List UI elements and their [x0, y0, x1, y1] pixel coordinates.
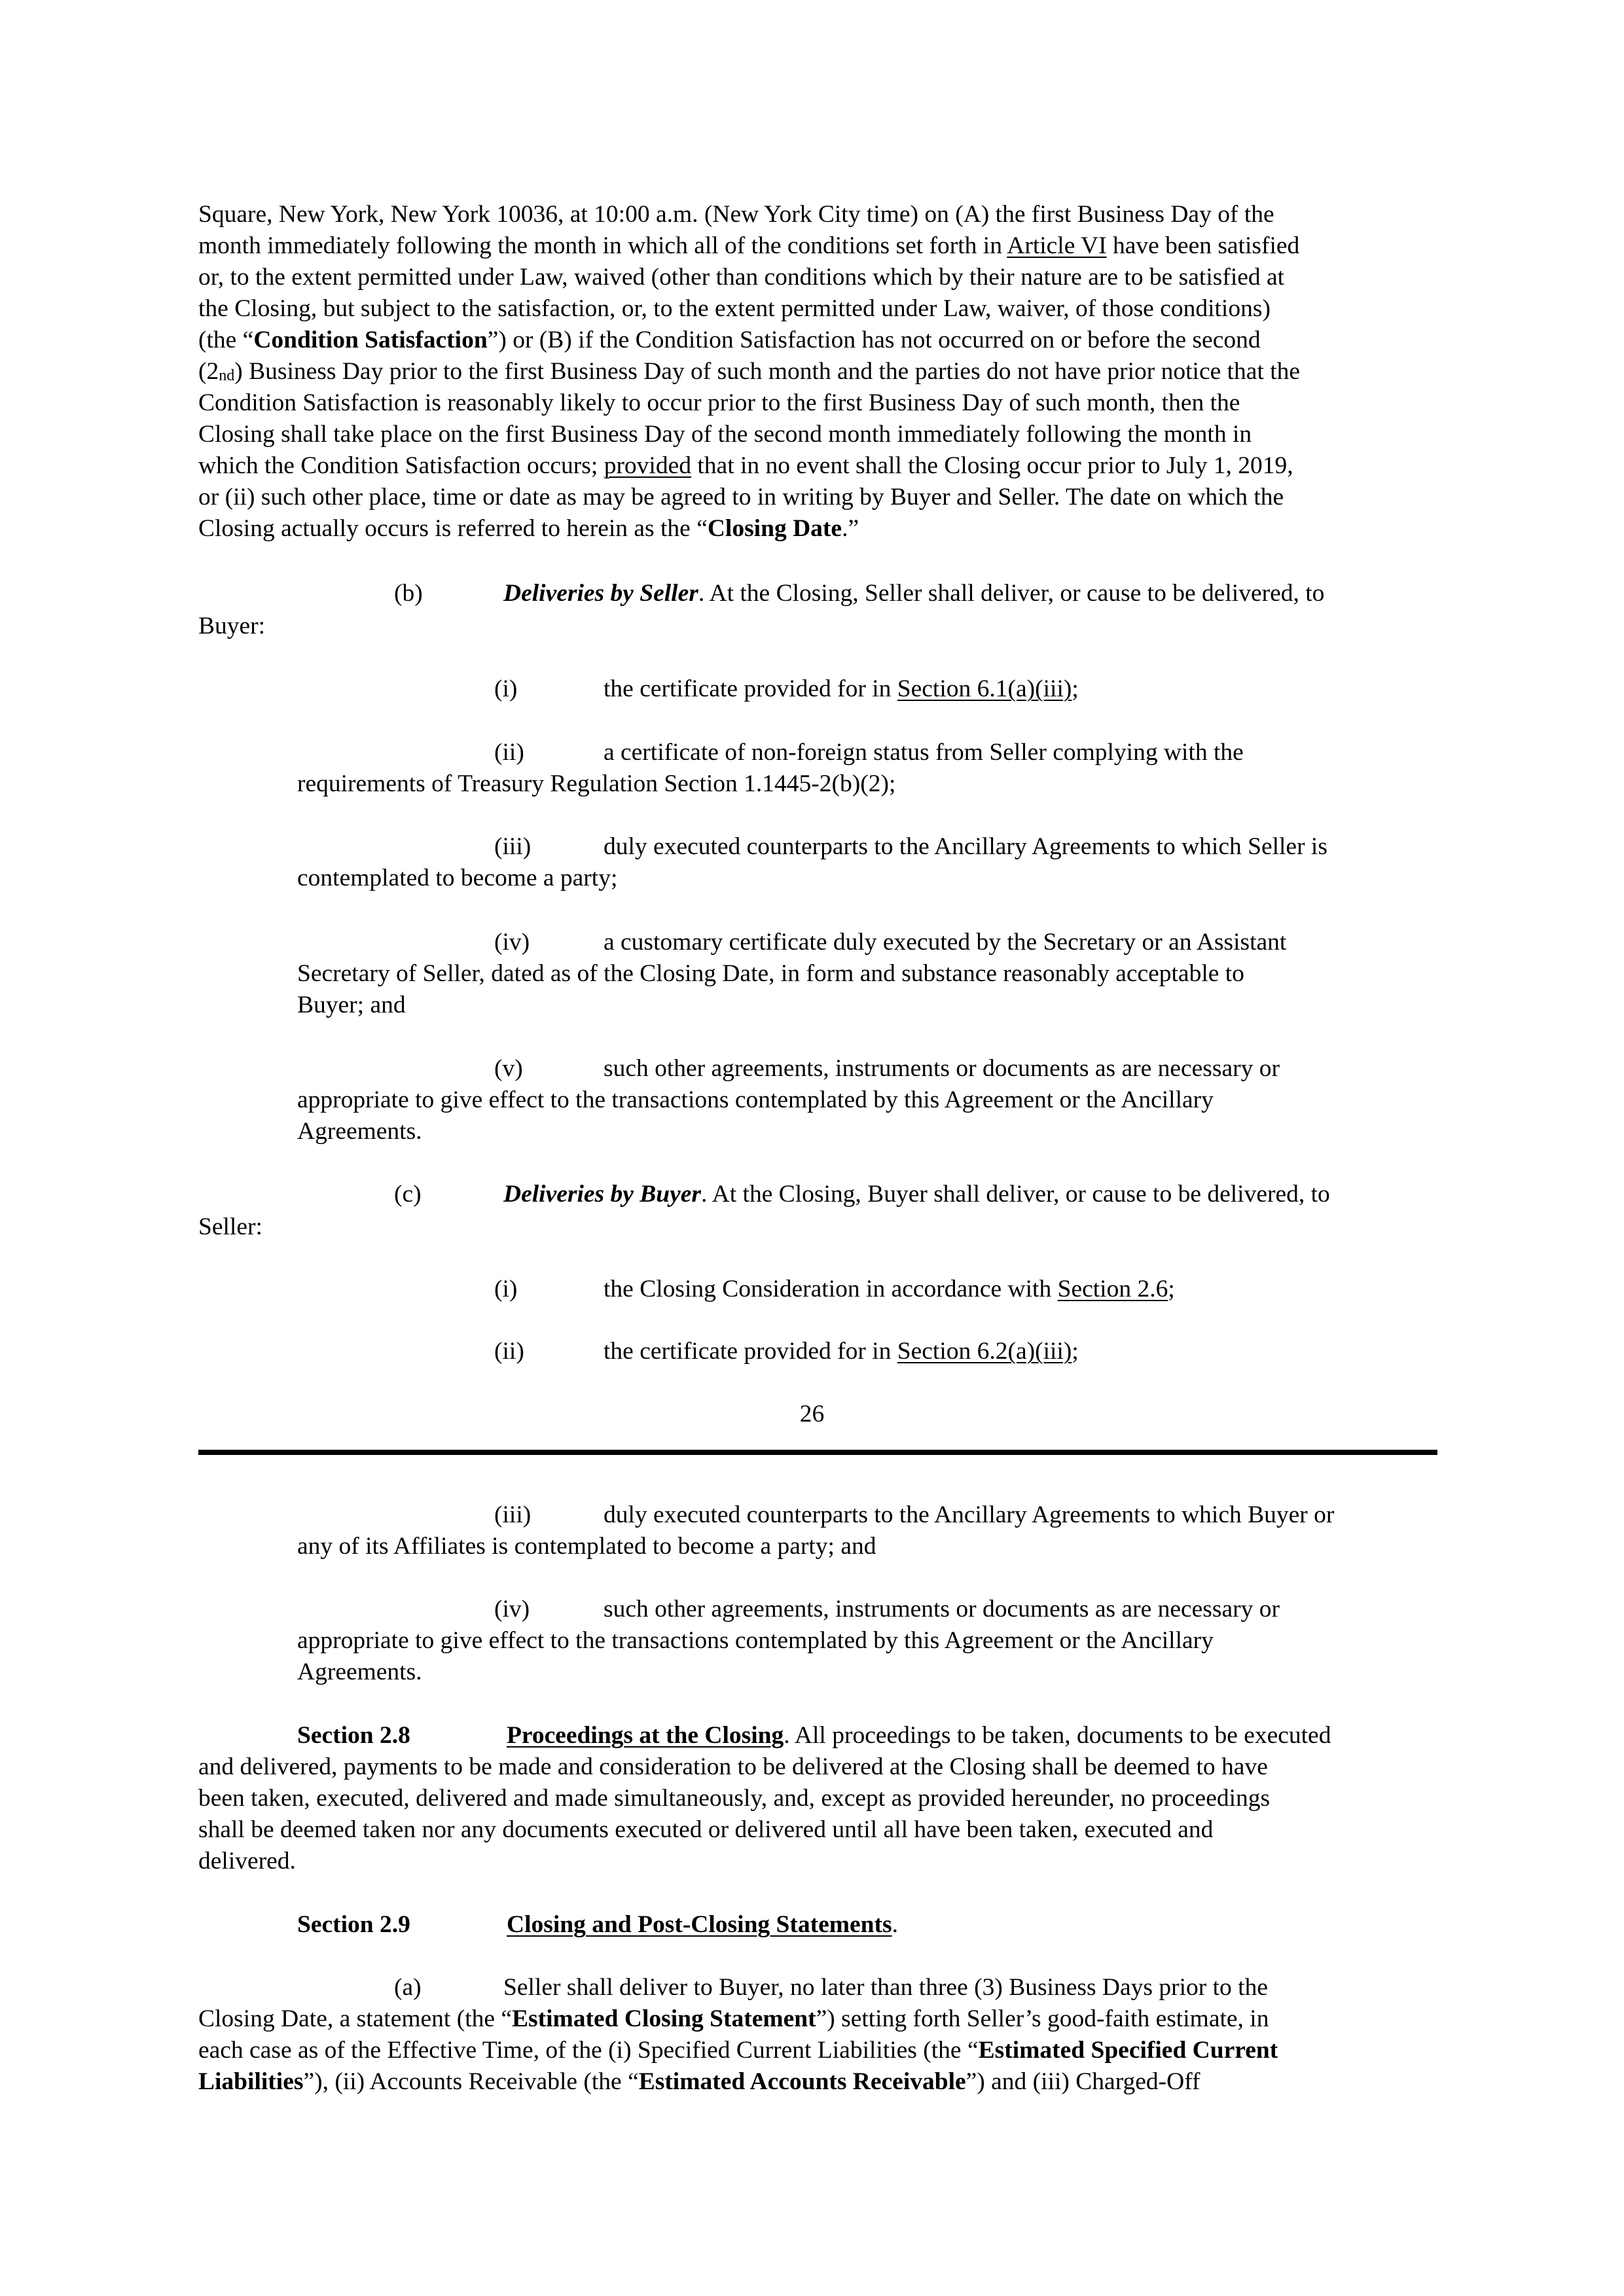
item-line: requirements of Treasury Regulation Section 1.1445-2(b)(2); — [297, 770, 896, 797]
item-number: (i) — [494, 1276, 518, 1302]
text-run: . At the Closing, Buyer shall deliver, or cause to be delivered, to — [701, 1181, 1330, 1208]
text-run: Closing actually occurs is referred to herein as the “ — [198, 515, 708, 542]
text-run: ; — [1168, 1276, 1175, 1302]
item-number: (iii) — [494, 833, 532, 860]
text-run: . — [892, 1911, 898, 1938]
section-reference: Section 2.6 — [1057, 1276, 1168, 1302]
item-number: (iv) — [494, 929, 530, 956]
defined-term: Liabilities — [198, 2068, 304, 2095]
item-line: a certificate of non-foreign status from Seller complying with the — [604, 739, 1244, 766]
text-run: ”), (ii) Accounts Receivable (the “ — [303, 2068, 639, 2095]
paragraph-line: Condition Satisfaction is reasonably likely to occur prior to the first Business Day of such month, then the — [198, 389, 1240, 416]
text-run: Closing Date, a statement (the “ — [198, 2005, 513, 2032]
item-number: (ii) — [494, 1338, 524, 1365]
paragraph-line — [198, 325, 1261, 356]
item-line: appropriate to give effect to the transactions contemplated by this Agreement or the Ancillary — [297, 1086, 1214, 1113]
text-run: .” — [842, 515, 859, 542]
item-line — [604, 673, 1079, 705]
subsection-heading: Deliveries by Seller — [503, 580, 698, 607]
paragraph-line — [198, 2066, 1200, 2098]
paragraph-line: been taken, executed, delivered and made simultaneously, and, except as provided hereunder, no proceedings — [198, 1785, 1271, 1812]
text-run: the Closing Consideration in accordance with — [604, 1276, 1058, 1302]
item-number: (v) — [494, 1055, 523, 1082]
subsection-heading-line — [503, 578, 1324, 609]
paragraph-line — [198, 2003, 1269, 2035]
text-run: the certificate provided for in — [604, 675, 897, 702]
item-line — [604, 1274, 1175, 1305]
section-heading: Closing and Post-Closing Statements — [507, 1911, 892, 1938]
defined-term: Estimated Closing Statement — [512, 2005, 816, 2032]
article-reference: Article VI — [1007, 232, 1107, 259]
section-heading-line — [507, 1720, 1331, 1751]
subsection-number: (b) — [394, 580, 423, 607]
text-run: . All proceedings to be taken, documents to be executed — [784, 1722, 1331, 1749]
defined-term: Estimated Accounts Receivable — [638, 2068, 966, 2095]
subsection-heading-line — [503, 1179, 1330, 1210]
text-run: that in no event shall the Closing occur prior to July 1, 2019, — [691, 452, 1293, 479]
paragraph-line — [198, 450, 1293, 482]
item-line: a customary certificate duly executed by the Secretary or an Assistant — [604, 929, 1287, 956]
item-number: (iv) — [494, 1596, 530, 1623]
paragraph-line — [198, 2035, 1278, 2066]
item-line: any of its Affiliates is contemplated to become a party; and — [297, 1533, 876, 1560]
text-run: . At the Closing, Seller shall deliver, or cause to be delivered, to — [698, 580, 1325, 607]
paragraph-line — [198, 513, 859, 545]
paragraph-line: delivered. — [198, 1848, 296, 1874]
item-line: appropriate to give effect to the transactions contemplated by this Agreement or the Ancillary — [297, 1627, 1214, 1654]
item-number: (iii) — [494, 1501, 532, 1528]
subsection-heading: Deliveries by Buyer — [503, 1181, 701, 1208]
paragraph-line: or (ii) such other place, time or date as may be agreed to in writing by Buyer and Seller. The date on which the — [198, 484, 1284, 511]
text-run: ”) and (iii) Charged-Off — [965, 2068, 1200, 2095]
paragraph-line: Square, New York, New York 10036, at 10:00 a.m. (New York City time) on (A) the first Business Day of the — [198, 201, 1274, 228]
item-line: such other agreements, instruments or documents as are necessary or — [604, 1055, 1280, 1082]
paragraph-line: Buyer: — [198, 613, 266, 639]
text-run: which the Condition Satisfaction occurs; — [198, 452, 604, 479]
item-line: Agreements. — [297, 1118, 422, 1145]
subsection-number: (a) — [394, 1974, 422, 2001]
paragraph-line: Seller shall deliver to Buyer, no later than three (3) Business Days prior to the — [503, 1974, 1268, 2001]
section-reference: Section 6.1(a)(iii) — [897, 675, 1072, 702]
section-label: Section 2.9 — [297, 1911, 410, 1938]
item-line: Secretary of Seller, dated as of the Closing Date, in form and substance reasonably acceptable to — [297, 960, 1244, 987]
item-line: Agreements. — [297, 1659, 422, 1685]
paragraph-line: shall be deemed taken nor any documents executed or delivered until all have been taken, executed and — [198, 1816, 1214, 1843]
paragraph-line — [198, 230, 1299, 262]
section-label: Section 2.8 — [297, 1722, 410, 1749]
provided-term: provided — [604, 452, 691, 479]
paragraph-line: Closing shall take place on the first Business Day of the second month immediately following the month in — [198, 421, 1252, 448]
text-run: ; — [1072, 1338, 1079, 1365]
text-run: ”) setting forth Seller’s good-faith estimate, in — [816, 2005, 1269, 2032]
item-line: Buyer; and — [297, 992, 406, 1018]
paragraph-line: Seller: — [198, 1213, 262, 1240]
text-run: have been satisfied — [1106, 232, 1300, 259]
section-heading-line — [507, 1909, 898, 1941]
paragraph-line — [198, 356, 1300, 387]
subsection-number: (c) — [394, 1181, 422, 1208]
item-number: (i) — [494, 675, 518, 702]
text-run: the certificate provided for in — [604, 1338, 897, 1365]
paragraph-line: the Closing, but subject to the satisfaction, or, to the extent permitted under Law, waiver, of those conditions) — [198, 295, 1271, 322]
ordinal-suffix: nd — [219, 367, 235, 384]
page-number: 26 — [799, 1401, 825, 1427]
item-line: such other agreements, instruments or documents as are necessary or — [604, 1596, 1280, 1623]
text-run: ) Business Day prior to the first Business Day of such month and the parties do not have prior notice that the — [234, 358, 1301, 385]
paragraph-line: or, to the extent permitted under Law, waived (other than conditions which by their nature are to be satisfied at — [198, 264, 1285, 291]
item-line — [604, 1336, 1079, 1367]
text-run: ”) or (B) if the Condition Satisfaction has not occurred on or before the second — [487, 327, 1261, 353]
defined-term: Estimated Specified Current — [978, 2037, 1278, 2064]
text-run: each case as of the Effective Time, of the (i) Specified Current Liabilities (the “ — [198, 2037, 979, 2064]
item-line: contemplated to become a party; — [297, 865, 618, 891]
item-line: duly executed counterparts to the Ancillary Agreements to which Seller is — [604, 833, 1327, 860]
defined-term: Condition Satisfaction — [253, 327, 488, 353]
item-line: duly executed counterparts to the Ancillary Agreements to which Buyer or — [604, 1501, 1335, 1528]
page-break-rule — [198, 1450, 1437, 1455]
paragraph-line: and delivered, payments to be made and consideration to be delivered at the Closing shall be deemed to have — [198, 1753, 1268, 1780]
text-run: month immediately following the month in which all of the conditions set forth in — [198, 232, 1007, 259]
item-number: (ii) — [494, 739, 524, 766]
text-run: (2 — [198, 358, 219, 385]
section-heading: Proceedings at the Closing — [507, 1722, 784, 1749]
defined-term: Closing Date — [707, 515, 842, 542]
section-reference: Section 6.2(a)(iii) — [897, 1338, 1072, 1365]
text-run: ; — [1072, 675, 1079, 702]
text-run: (the “ — [198, 327, 254, 353]
